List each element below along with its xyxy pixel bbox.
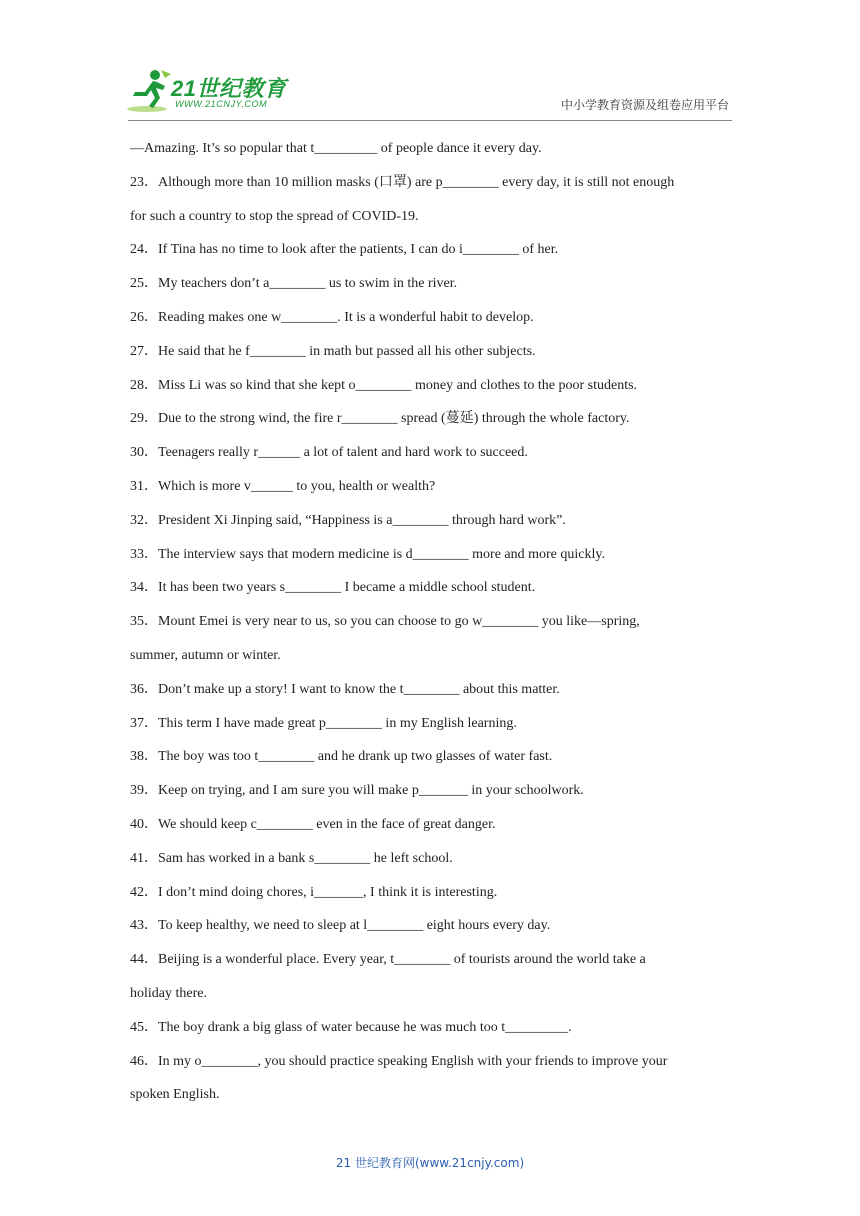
- exercise-line: 40．We should keep c________ even in the face of great danger.: [130, 816, 496, 832]
- exercise-line: 32．President Xi Jinping said, “Happiness is a________ through hard work”.: [130, 512, 566, 528]
- exercise-line: 44．Beijing is a wonderful place. Every year, t________ of tourists around the world take a: [130, 952, 646, 968]
- exercise-line: for such a country to stop the spread of COVID-19.: [130, 208, 419, 224]
- exercise-line: 36．Don’t make up a story! I want to know the t________ about this matter.: [130, 681, 560, 697]
- exercise-line: 41．Sam has worked in a bank s________ he left school.: [130, 850, 453, 866]
- exercise-line: —Amazing. It’s so popular that t_________ of people dance it every day.: [130, 141, 542, 156]
- exercise-line: 45．The boy drank a big glass of water because he was much too t_________.: [130, 1019, 572, 1035]
- exercise-line: 29．Due to the strong wind, the fire r________ spread (蔓延) through the whole factory.: [130, 411, 630, 427]
- exercise-list: [130, 132, 730, 1112]
- exercise-line: 31．Which is more v______ to you, health or wealth?: [130, 478, 436, 494]
- header-divider: [128, 120, 732, 121]
- exercise-line: 43．To keep healthy, we need to sleep at l________ eight hours every day.: [130, 918, 551, 934]
- exercise-line: 46．In my o________, you should practice speaking English with your friends to improve your: [130, 1053, 668, 1069]
- exercise-line: 42．I don’t mind doing chores, i_______, I think it is interesting.: [130, 884, 498, 900]
- page-footer: 21 世纪教育网(www.21cnjy.com): [335, 1156, 525, 1170]
- running-figure-icon: [125, 68, 173, 114]
- exercise-line: 34．It has been two years s________ I became a middle school student.: [130, 580, 536, 596]
- exercise-line: spoken English.: [130, 1087, 220, 1103]
- exercise-line: holiday there.: [130, 985, 207, 1001]
- exercise-line: 26．Reading makes one w________. It is a wonderful habit to develop.: [130, 309, 534, 325]
- exercise-line: 27．He said that he f________ in math but passed all his other subjects.: [130, 343, 536, 359]
- logo-url: WWW.21CNJY.COM: [175, 99, 268, 109]
- exercise-line: 38．The boy was too t________ and he drank up two glasses of water fast.: [130, 749, 553, 765]
- logo-text: 21世纪教育: [171, 76, 287, 101]
- exercise-line: 39．Keep on trying, and I am sure you will make p_______ in your schoolwork.: [130, 783, 584, 799]
- site-logo: [125, 68, 290, 116]
- exercise-line: 25．My teachers don’t a________ us to swim in the river.: [130, 276, 458, 292]
- exercise-line: 35．Mount Emei is very near to us, so you can choose to go w________ you like—spring,: [130, 614, 640, 630]
- exercise-line: 24．If Tina has no time to look after the patients, I can do i________ of her.: [130, 242, 559, 258]
- platform-title: 中小学教育资源及组卷应用平台: [560, 98, 729, 112]
- exercise-line: 28．Miss Li was so kind that she kept o________ money and clothes to the poor students.: [130, 377, 638, 393]
- exercise-line: 30．Teenagers really r______ a lot of talent and hard work to succeed.: [130, 445, 528, 461]
- exercise-line: 37．This term I have made great p________ in my English learning.: [130, 715, 517, 731]
- exercise-line: summer, autumn or winter.: [130, 647, 281, 663]
- exercise-line: 33．The interview says that modern medicine is d________ more and more quickly.: [130, 546, 605, 562]
- page-header: [0, 0, 860, 125]
- exercise-line: 23．Although more than 10 million masks (口罩) are p________ every day, it is still not enough: [130, 174, 675, 190]
